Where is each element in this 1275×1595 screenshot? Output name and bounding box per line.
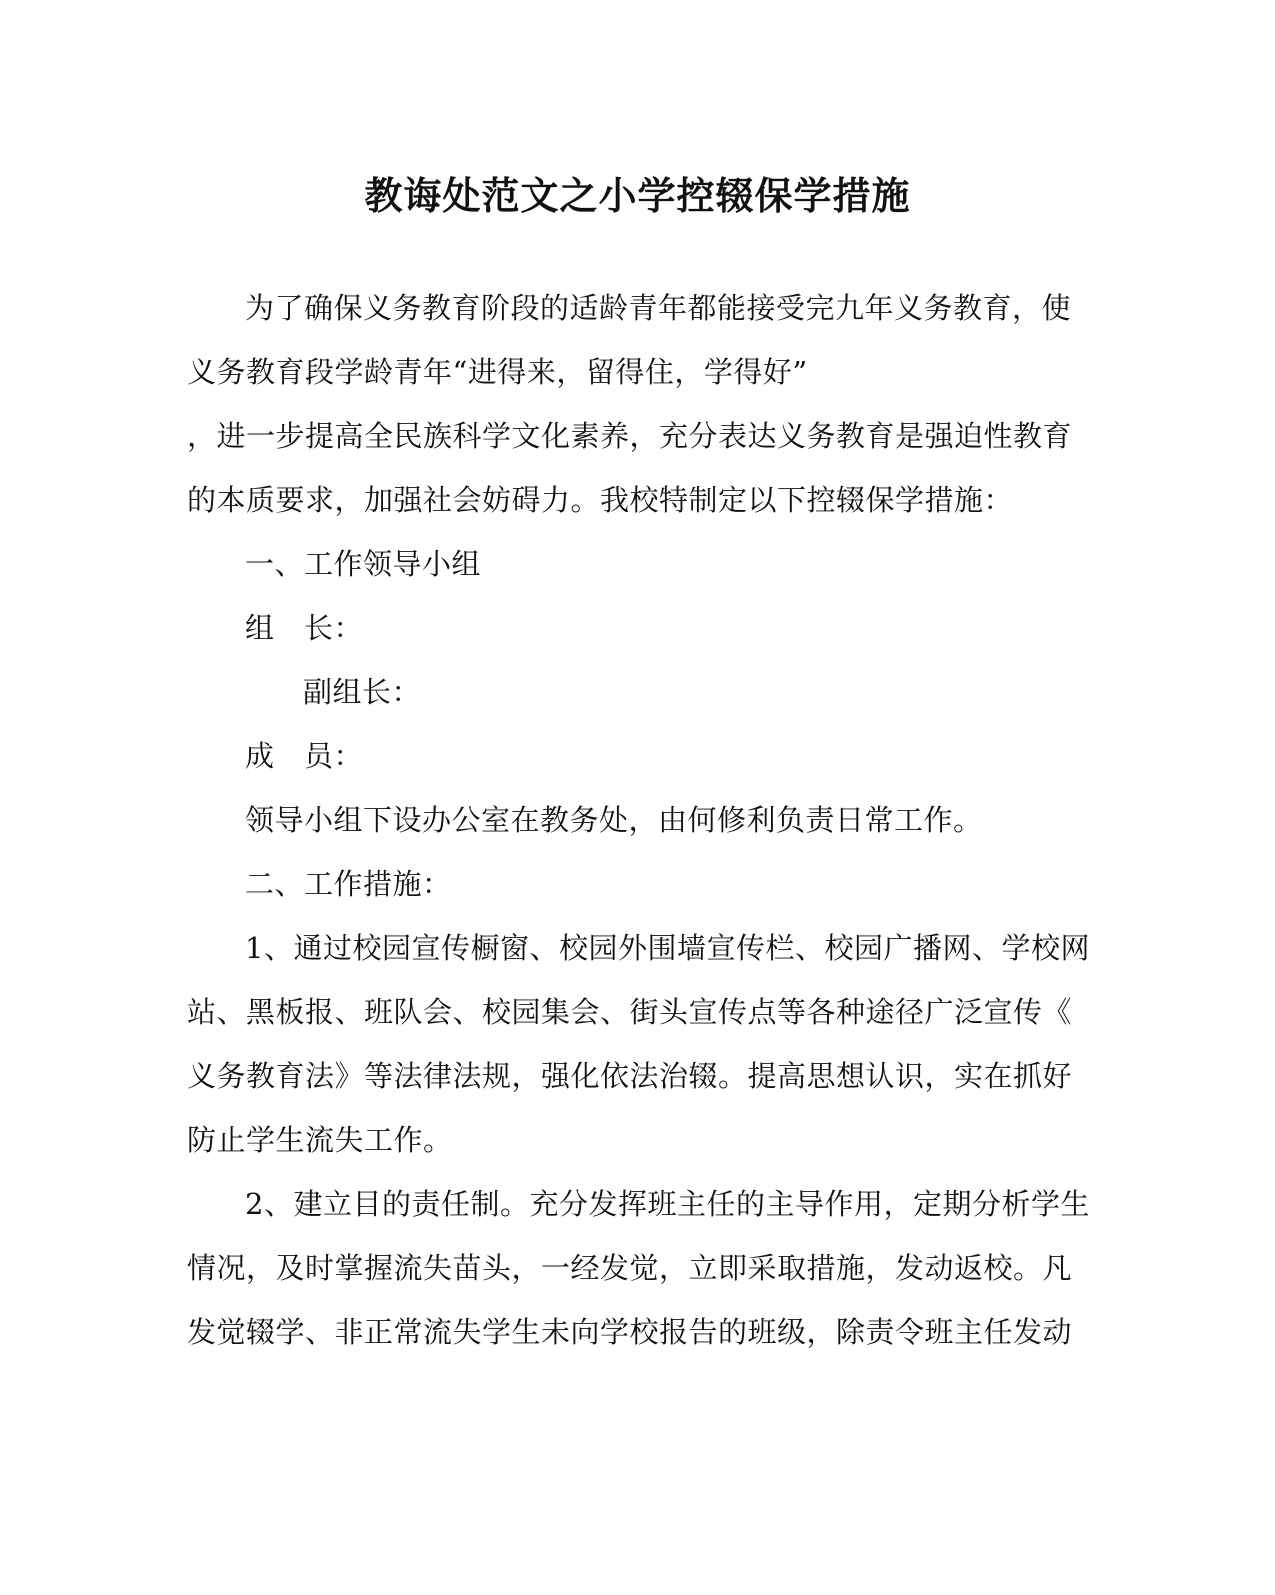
paragraph-line: 义务教育法》等法律法规，强化依法治辍。提高思想认识，实在抓好 — [187, 1059, 1073, 1093]
paragraph-line: 义务教育段学龄青年“进得来，留得住，学得好” — [187, 355, 808, 389]
paragraph-line: 发觉辍学、非正常流失学生未向学校报告的班级，除责令班主任发动 — [187, 1315, 1073, 1349]
paragraph-line: 领导小组下设办公室在教务处，由何修利负责日常工作。 — [245, 803, 983, 837]
paragraph-line: 1、通过校园宣传橱窗、校园外围墙宣传栏、校园广播网、学校网 — [245, 931, 1090, 965]
section-heading: 二、工作措施： — [245, 867, 452, 901]
section-heading: 一、工作领导小组 — [245, 547, 482, 581]
paragraph-line: 2、建立目的责任制。充分发挥班主任的主导作用，定期分析学生 — [245, 1187, 1090, 1221]
paragraph-line: 站、黑板报、班队会、校园集会、街头宣传点等各种途径广泛宣传《 — [187, 995, 1073, 1029]
group-leader-label: 组 长： — [245, 611, 364, 645]
paragraph-line: 防止学生流失工作。 — [187, 1123, 453, 1157]
deputy-leader-label: 副组长： — [303, 675, 422, 709]
paragraph-line: ，进一步提高全民族科学文化素养，充分表达义务教育是强迫性教育 — [187, 419, 1073, 453]
paragraph-line: 情况，及时掌握流失苗头，一经发觉，立即采取措施，发动返校。凡 — [187, 1251, 1073, 1285]
document-title: 教诲处范文之小学控辍保学措施 — [364, 173, 911, 218]
paragraph-line: 的本质要求，加强社会妨碍力。我校特制定以下控辍保学措施： — [187, 483, 1014, 517]
paragraph-line: 为了确保义务教育阶段的适龄青年都能接受完九年义务教育，使 — [245, 291, 1072, 325]
members-label: 成 员： — [245, 739, 364, 773]
